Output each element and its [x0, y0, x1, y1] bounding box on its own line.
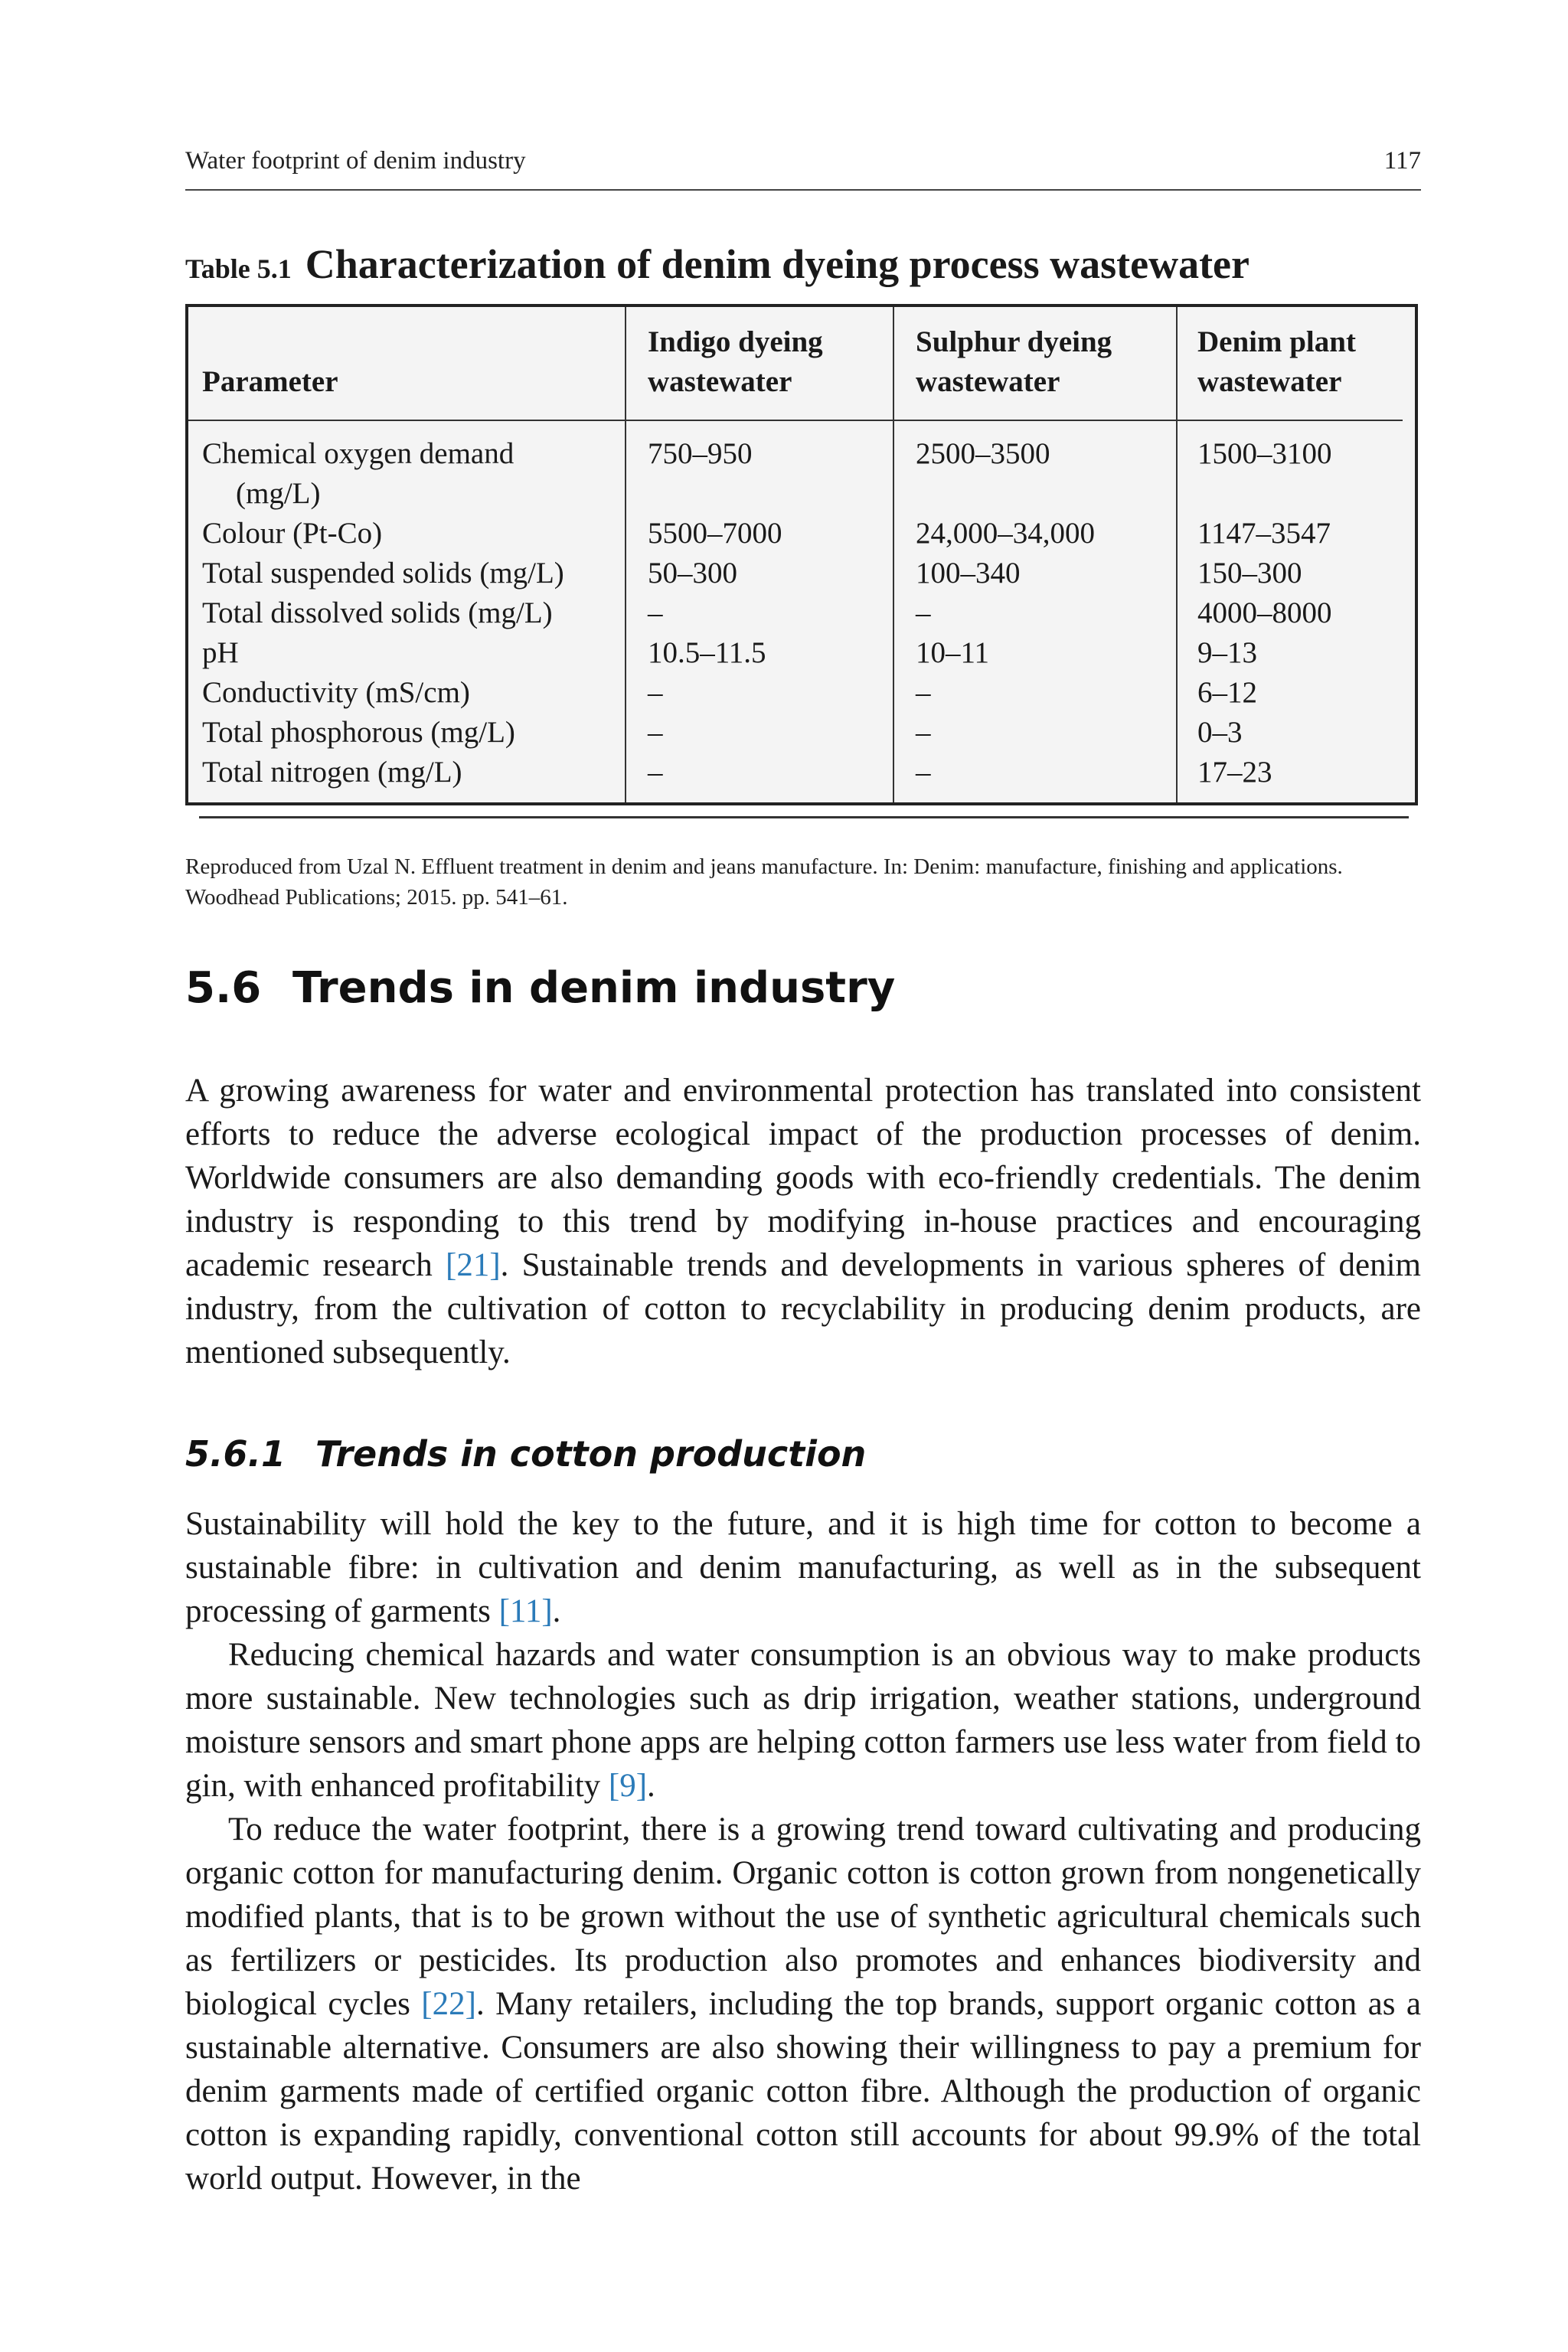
paragraph — [185, 1808, 1421, 2200]
section-title: Trends in denim industry — [292, 963, 896, 1013]
table-cell-indigo: 10.5–11.5 — [648, 636, 766, 669]
table-cell-sulphur: 100–340 — [916, 557, 1021, 590]
subsection-number: 5.6.1 — [185, 1433, 286, 1475]
paragraph-text: To reduce the water footprint, there is a growing trend toward cultivating and producing organic cotton for manufacturing denim. Organic cotton is cotton grown from nongenetically modified plants, that is to be grown without the use of synthetic agricultural chemicals such as fertilizers or pesticides. Its production also promotes and enhances biodiversity and biological cycles — [185, 1811, 1421, 2022]
paragraph-text: Sustainability will hold the key to the future, and it is high time for cotton to become a sustainable fibre: in cultivation and denim manufacturing, as well as in the subsequent processing of garments — [185, 1506, 1421, 1629]
table-cell-parameter: Total suspended solids (mg/L) — [202, 557, 564, 590]
table-cell-denim: 1500–3100 — [1197, 437, 1332, 470]
table-cell-sulphur: – — [916, 756, 931, 789]
header-parameter: Parameter — [202, 365, 338, 398]
paragraph-text: . — [647, 1768, 655, 1804]
cell-text: Chemical oxygen demand — [202, 437, 514, 470]
data-table — [185, 304, 1418, 805]
citation-link[interactable]: [22] — [421, 1986, 476, 2022]
table-cell-indigo: 5500–7000 — [648, 517, 782, 550]
paragraph-text: . Sustainable trends and developments in various spheres of denim industry, from the cultivation of cotton to recyclability in producing denim products, are mentioned subsequently. — [185, 1247, 1421, 1370]
table-caption — [185, 240, 1421, 288]
header-line: wastewater — [648, 365, 792, 398]
table-cell-parameter — [202, 434, 514, 514]
citation-link[interactable]: [9] — [608, 1768, 648, 1804]
section-body — [185, 1069, 1421, 1374]
table-cell-parameter: Total nitrogen (mg/L) — [202, 756, 462, 789]
table-cell-sulphur: – — [916, 676, 931, 709]
header-line: Indigo dyeing — [648, 325, 823, 358]
header-line: Sulphur dyeing — [916, 325, 1112, 358]
paragraph — [185, 1633, 1421, 1808]
running-header — [185, 147, 1421, 191]
table-cell-denim: 4000–8000 — [1197, 596, 1332, 629]
paragraph-text: A growing awareness for water and environmental protection has translated into consistent efforts to reduce the adverse ecological impact of the production processes of denim. Worldwide consumers are also demanding goods with eco-friendly credentials. The denim industry is responding to this trend by modifying in-house practices and encouraging academic research — [185, 1073, 1421, 1283]
header-line: Denim plant — [1197, 325, 1356, 358]
running-header-title: Water footprint of denim industry — [185, 147, 526, 175]
table-cell-denim: 9–13 — [1197, 636, 1257, 669]
subsection-title: Trends in cotton production — [315, 1433, 867, 1475]
table-title: Characterization of denim dyeing process wastewater — [305, 241, 1250, 287]
column-divider — [625, 307, 626, 802]
table-cell-denim: 6–12 — [1197, 676, 1257, 709]
table-cell-denim: 150–300 — [1197, 557, 1302, 590]
header-line: wastewater — [916, 365, 1060, 398]
subsection-body — [185, 1502, 1421, 2200]
table-cell-denim: 17–23 — [1197, 756, 1272, 789]
table-cell-sulphur: 10–11 — [916, 636, 990, 669]
header-indigo-dyeing — [648, 322, 823, 402]
table-source-note: Reproduced from Uzal N. Effluent treatment in denim and jeans manufacture. In: Denim: manufacture, finishing and applications. Woodhead Publications; 2015. pp. 541–61. — [185, 854, 1343, 910]
table-cell-parameter: Total phosphorous (mg/L) — [202, 716, 515, 749]
table-bottom-rule — [199, 816, 1409, 818]
column-divider — [1176, 307, 1178, 802]
paragraph-text: . Many retailers, including the top brands, support organic cotton as a sustainable alternative. Consumers are also showing their willingness to pay a premium for denim garments made of certified organic cotton fibre. Although the production of organic cotton is expanding rapidly, conventional cotton still accounts for about 99.9% of the total world output. However, in the — [185, 1986, 1421, 2197]
page-number: 117 — [1383, 147, 1421, 175]
table-cell-sulphur: 2500–3500 — [916, 437, 1050, 470]
header-rule — [188, 420, 1403, 421]
cell-text-continued: (mg/L) — [236, 477, 321, 510]
section-number: 5.6 — [185, 963, 262, 1013]
table-cell-denim: 1147–3547 — [1197, 517, 1331, 550]
table-cell-indigo: – — [648, 676, 663, 709]
table-cell-parameter: pH — [202, 636, 239, 669]
table-cell-indigo: – — [648, 716, 663, 749]
table-cell-sulphur: 24,000–34,000 — [916, 517, 1095, 550]
citation-link[interactable]: [21] — [446, 1247, 501, 1283]
table-cell-sulphur: – — [916, 716, 931, 749]
paragraph-text: Reducing chemical hazards and water consumption is an obvious way to make products more sustainable. New technologies such as drip irrigation, weather stations, underground moisture sensors and smart phone apps are helping cotton farmers use less water from field to gin, with enhanced profitability — [185, 1637, 1421, 1804]
table-label: Table 5.1 — [185, 253, 292, 284]
table-cell-sulphur: – — [916, 596, 931, 629]
table-cell-parameter: Total dissolved solids (mg/L) — [202, 596, 553, 629]
table-cell-parameter: Colour (Pt-Co) — [202, 517, 383, 550]
table-cell-indigo: 50–300 — [648, 557, 737, 590]
table-cell-parameter: Conductivity (mS/cm) — [202, 676, 470, 709]
table-cell-indigo: – — [648, 756, 663, 789]
table-cell-denim: 0–3 — [1197, 716, 1243, 749]
header-line: wastewater — [1197, 365, 1342, 398]
table-cell-indigo: 750–950 — [648, 437, 753, 470]
subsection-heading — [185, 1433, 866, 1475]
table-cell-indigo: – — [648, 596, 663, 629]
citation-link[interactable]: [11] — [498, 1593, 553, 1629]
header-denim-plant — [1197, 322, 1356, 402]
paragraph — [185, 1069, 1421, 1374]
section-heading — [185, 963, 895, 1013]
column-divider — [893, 307, 894, 802]
paragraph — [185, 1502, 1421, 1633]
header-sulphur-dyeing — [916, 322, 1112, 402]
paragraph-text: . — [552, 1593, 561, 1629]
